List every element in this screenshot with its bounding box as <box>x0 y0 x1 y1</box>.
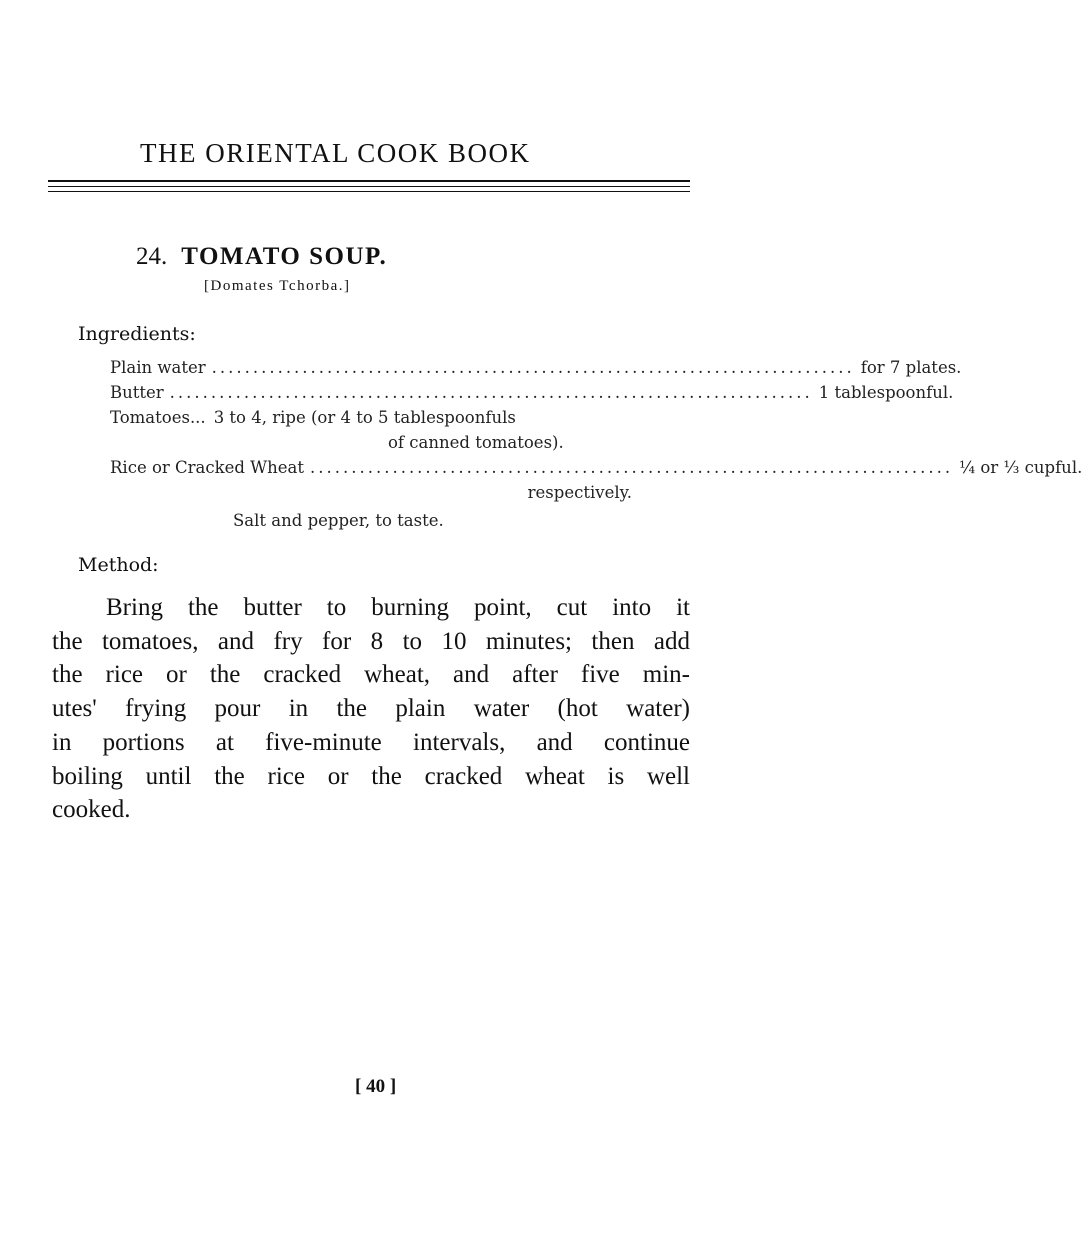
ingredient-row <box>110 408 632 433</box>
ingredient-name: Plain water <box>110 358 206 377</box>
seasoning-line: Salt and pepper, to taste. <box>233 511 444 530</box>
method-line: Bring the butter to burning point, cut into it <box>106 594 690 621</box>
ingredient-name: Tomatoes... <box>110 408 206 427</box>
ingredient-amount: 3 to 4, ripe (or 4 to 5 tablespoonfuls <box>213 408 516 427</box>
header-rule-middle <box>48 186 690 187</box>
ingredient-row <box>110 458 1082 483</box>
ingredient-row <box>110 358 962 383</box>
dot-leader: .............................................................................. <box>211 358 855 377</box>
ingredient-amount: 1 tablespoonful. <box>818 383 954 402</box>
header-rule-thin <box>48 191 690 192</box>
ingredient-amount: ¼ or ⅓ cupful. <box>959 458 1082 477</box>
ingredient-name: Rice or Cracked Wheat <box>110 458 304 477</box>
method-line: boiling until the rice or the cracked wheat is well <box>52 762 690 790</box>
recipe-number: 24. <box>136 243 168 270</box>
page-number: [ 40 ] <box>355 1076 397 1097</box>
ingredient-continuation: respectively. <box>527 483 632 502</box>
method-heading: Method: <box>78 554 159 576</box>
method-line: the rice or the cracked wheat, and after five min- <box>52 661 690 689</box>
ingredient-name: Butter <box>110 383 164 402</box>
method-line: cooked. <box>52 796 131 824</box>
ingredient-amount: for 7 plates. <box>860 358 962 377</box>
dot-leader: .............................................................................. <box>310 458 954 477</box>
recipe-title: TOMATO SOUP. <box>181 243 388 270</box>
recipe-subtitle: [Domates Tchorba.] <box>204 278 351 294</box>
method-line: the tomatoes, and fry for 8 to 10 minutes; then add <box>52 627 690 655</box>
ingredient-continuation: of canned tomatoes). <box>388 433 564 452</box>
method-paragraph <box>52 591 690 827</box>
method-line: utes' frying pour in the plain water (hot water) <box>52 695 690 723</box>
header-rule-thick <box>48 180 690 182</box>
ingredient-row <box>110 383 954 408</box>
running-head: THE ORIENTAL COOK BOOK <box>140 138 531 168</box>
method-line: in portions at five-minute intervals, and continue <box>52 728 690 756</box>
ingredient-list <box>110 358 1082 508</box>
dot-leader: .............................................................................. <box>169 383 813 402</box>
recipe-heading <box>136 243 387 271</box>
ingredients-heading: Ingredients: <box>78 323 196 345</box>
